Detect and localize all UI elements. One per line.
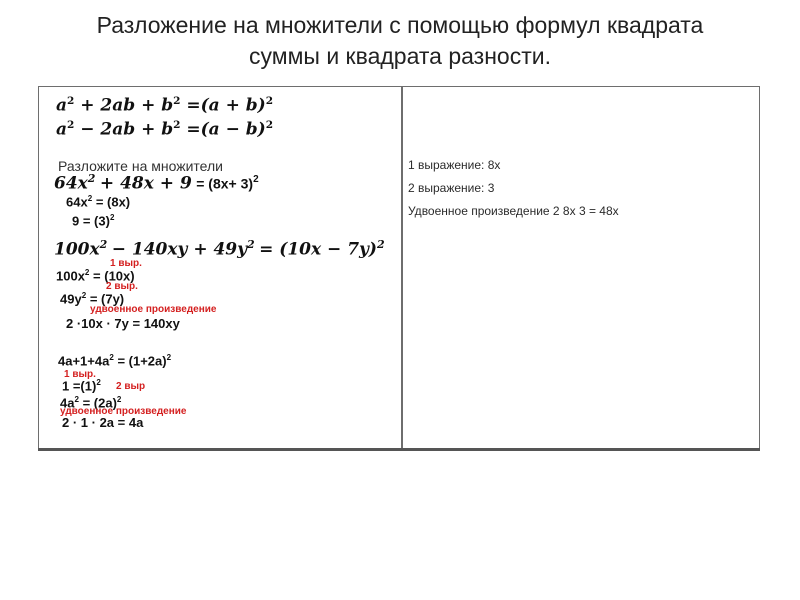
example3-step2: $4a^2 = (2a)^2$: [60, 395, 122, 411]
example2-step3: 2 ·10x · 7y = 140xy: [66, 316, 180, 331]
example3-step3: 2 · 1 · 2a = 4a: [62, 415, 144, 430]
example2-main: $100x^2 - 140xy + 49y^2 = (10x - 7y)^2$: [54, 238, 385, 260]
example2-label-2: 2 выр.: [106, 281, 138, 292]
example2-label-1: 1 выр.: [110, 258, 142, 269]
example2-label-3: удвоенное произведение: [90, 304, 217, 315]
right-line-2: 2 выражение: 3: [408, 181, 495, 195]
example3-label-1: 1 выр.: [64, 369, 96, 380]
left-cell: [40, 88, 400, 448]
example1-main: $64x^2 + 48x + 9 = (8x+ 3)^2$: [54, 172, 259, 194]
right-line-1: 1 выражение: 8x: [408, 158, 501, 172]
example3-main: $4a+1+4a^2 = (1+2a)^2$: [58, 353, 172, 369]
example3-step1: $1 =(1)^2$: [62, 378, 101, 394]
formula-diff-square: $a^2 - 2ab + b^2 =(a - b)^2$: [56, 119, 274, 140]
example2-step1: $100x^2 = (10x)$: [56, 268, 135, 284]
right-line-3: Удвоенное произведение 2 8x 3 = 48x: [408, 204, 619, 218]
example2-step2: $49y^2 = (7y)$: [60, 291, 125, 307]
example3-label-2: 2 выр: [116, 381, 146, 392]
table-bottom-border: [38, 448, 760, 451]
slide-title: [40, 10, 760, 72]
formula-sum-square: $a^2 + 2ab + b^2 =(a + b)^2$: [56, 95, 274, 116]
right-cell: [408, 154, 748, 223]
table-column-divider: [401, 86, 403, 450]
slide-title-line-2: суммы и квадрата разности.: [249, 43, 551, 69]
slide-title-line-1: Разложение на множители с помощью формул квадрата: [96, 12, 704, 38]
example1-step1: $64x^2 = (8x)$: [66, 194, 131, 210]
example1-step2: $9 = (3)^2$: [72, 213, 115, 229]
task-label: Разложите на множители: [58, 158, 223, 174]
example3-label-3: удвоенное произведение: [60, 406, 187, 417]
